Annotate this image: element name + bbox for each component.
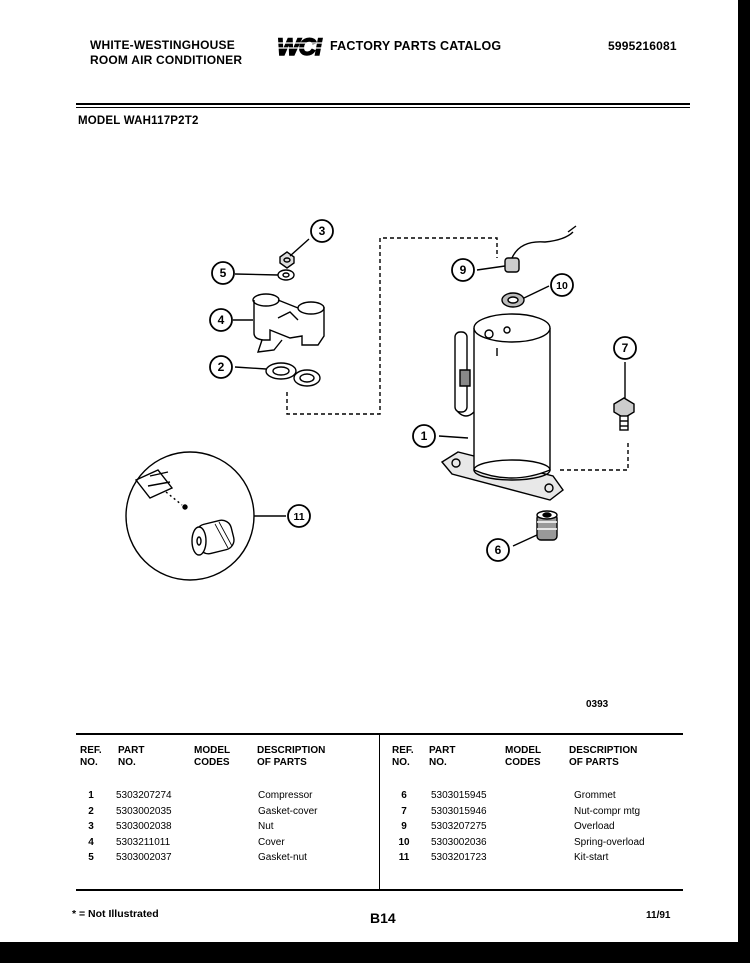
cell-desc: Nut bbox=[258, 821, 274, 832]
product-type: ROOM AIR CONDITIONER bbox=[90, 53, 243, 67]
callout-label: 6 bbox=[494, 543, 502, 557]
callout-1 bbox=[413, 425, 435, 447]
cell-desc: Grommet bbox=[574, 790, 616, 801]
cell-part: 5303002036 bbox=[431, 836, 487, 848]
cell-desc: Compressor bbox=[258, 790, 313, 801]
cell-ref: 1 bbox=[88, 790, 94, 801]
gasket-nut-part bbox=[278, 270, 294, 280]
cell-ref: 5 bbox=[88, 852, 94, 863]
header-description: DESCRIPTION OF PARTS bbox=[257, 745, 326, 768]
callout-4 bbox=[210, 309, 232, 331]
not-illustrated-note: * = Not Illustrated bbox=[72, 908, 159, 920]
header-part-no: PART NO. bbox=[118, 745, 145, 768]
header-ref-no-right: REF. NO. bbox=[392, 745, 414, 768]
header-part-no-right: PART NO. bbox=[429, 745, 456, 768]
spring-overload-part bbox=[502, 293, 524, 307]
model-number: MODEL WAH117P2T2 bbox=[78, 115, 199, 127]
callout-label: 2 bbox=[217, 360, 225, 374]
cell-part: 5303201723 bbox=[431, 852, 487, 863]
cell-part: 5303207274 bbox=[116, 790, 172, 801]
callout-label: 4 bbox=[217, 313, 225, 327]
header-model-codes: MODEL CODES bbox=[194, 745, 231, 768]
cell-desc: Gasket-nut bbox=[258, 852, 307, 863]
callout-label: 11 bbox=[293, 511, 305, 523]
cell-part: 5303015945 bbox=[431, 790, 487, 801]
cover-part bbox=[253, 294, 324, 352]
cell-desc: Cover bbox=[258, 836, 285, 848]
callout-label: 3 bbox=[318, 224, 326, 238]
mounting-nut-part bbox=[614, 398, 634, 430]
header-description-right: DESCRIPTION OF PARTS bbox=[569, 745, 638, 768]
callout-label: 9 bbox=[459, 263, 467, 277]
cell-ref: 6 bbox=[401, 790, 407, 801]
wci-logo-text: WCI bbox=[277, 34, 321, 60]
cell-part: 5303002035 bbox=[116, 805, 172, 817]
cell-ref: 7 bbox=[401, 805, 407, 817]
header-ref-no: REF. NO. bbox=[80, 745, 102, 768]
cell-ref: 9 bbox=[401, 821, 407, 832]
cell-part: 5303211011 bbox=[116, 836, 171, 848]
cell-ref: 3 bbox=[88, 821, 94, 832]
cell-desc: Nut-compr mtg bbox=[574, 805, 641, 817]
cell-desc: Kit-start bbox=[574, 852, 609, 863]
table-divider bbox=[379, 735, 380, 889]
callout-label: 5 bbox=[219, 266, 227, 280]
callout-11 bbox=[288, 505, 310, 527]
cell-desc: Overload bbox=[574, 821, 615, 832]
kit-start-detail bbox=[126, 452, 254, 580]
parts-table bbox=[76, 733, 683, 891]
callout-10 bbox=[551, 274, 573, 296]
cell-part: 5303002038 bbox=[116, 821, 172, 832]
overload-part bbox=[505, 226, 576, 272]
cell-part: 5303207275 bbox=[431, 821, 487, 832]
callout-7 bbox=[614, 337, 636, 359]
callout-label: 7 bbox=[621, 341, 629, 355]
compressor-part bbox=[442, 314, 563, 500]
diagram-code: 0393 bbox=[586, 699, 609, 710]
callout-5 bbox=[212, 262, 234, 284]
brand-name: WHITE-WESTINGHOUSE bbox=[90, 38, 235, 52]
callout-2 bbox=[210, 356, 232, 378]
cell-ref: 11 bbox=[398, 852, 410, 863]
cell-desc: Spring-overload bbox=[574, 836, 645, 848]
callout-6 bbox=[487, 539, 509, 561]
catalog-number: 5995216081 bbox=[608, 39, 677, 53]
catalog-date: 11/91 bbox=[646, 910, 671, 921]
gasket-cover-part bbox=[266, 363, 320, 386]
callout-9 bbox=[452, 259, 474, 281]
callout-label: 10 bbox=[556, 280, 568, 292]
grommet-part bbox=[537, 511, 557, 540]
cell-part: 5303015946 bbox=[431, 805, 487, 817]
callout-3 bbox=[311, 220, 333, 242]
header-model-codes-right: MODEL CODES bbox=[505, 745, 542, 768]
cell-ref: 10 bbox=[398, 836, 410, 848]
cell-desc: Gasket-cover bbox=[258, 805, 318, 817]
catalog-title: FACTORY PARTS CATALOG bbox=[330, 39, 502, 53]
callout-label: 1 bbox=[420, 429, 428, 443]
cell-ref: 2 bbox=[88, 805, 94, 817]
cell-ref: 4 bbox=[88, 836, 94, 848]
page-number: B14 bbox=[370, 910, 396, 926]
cell-part: 5303002037 bbox=[116, 852, 172, 863]
